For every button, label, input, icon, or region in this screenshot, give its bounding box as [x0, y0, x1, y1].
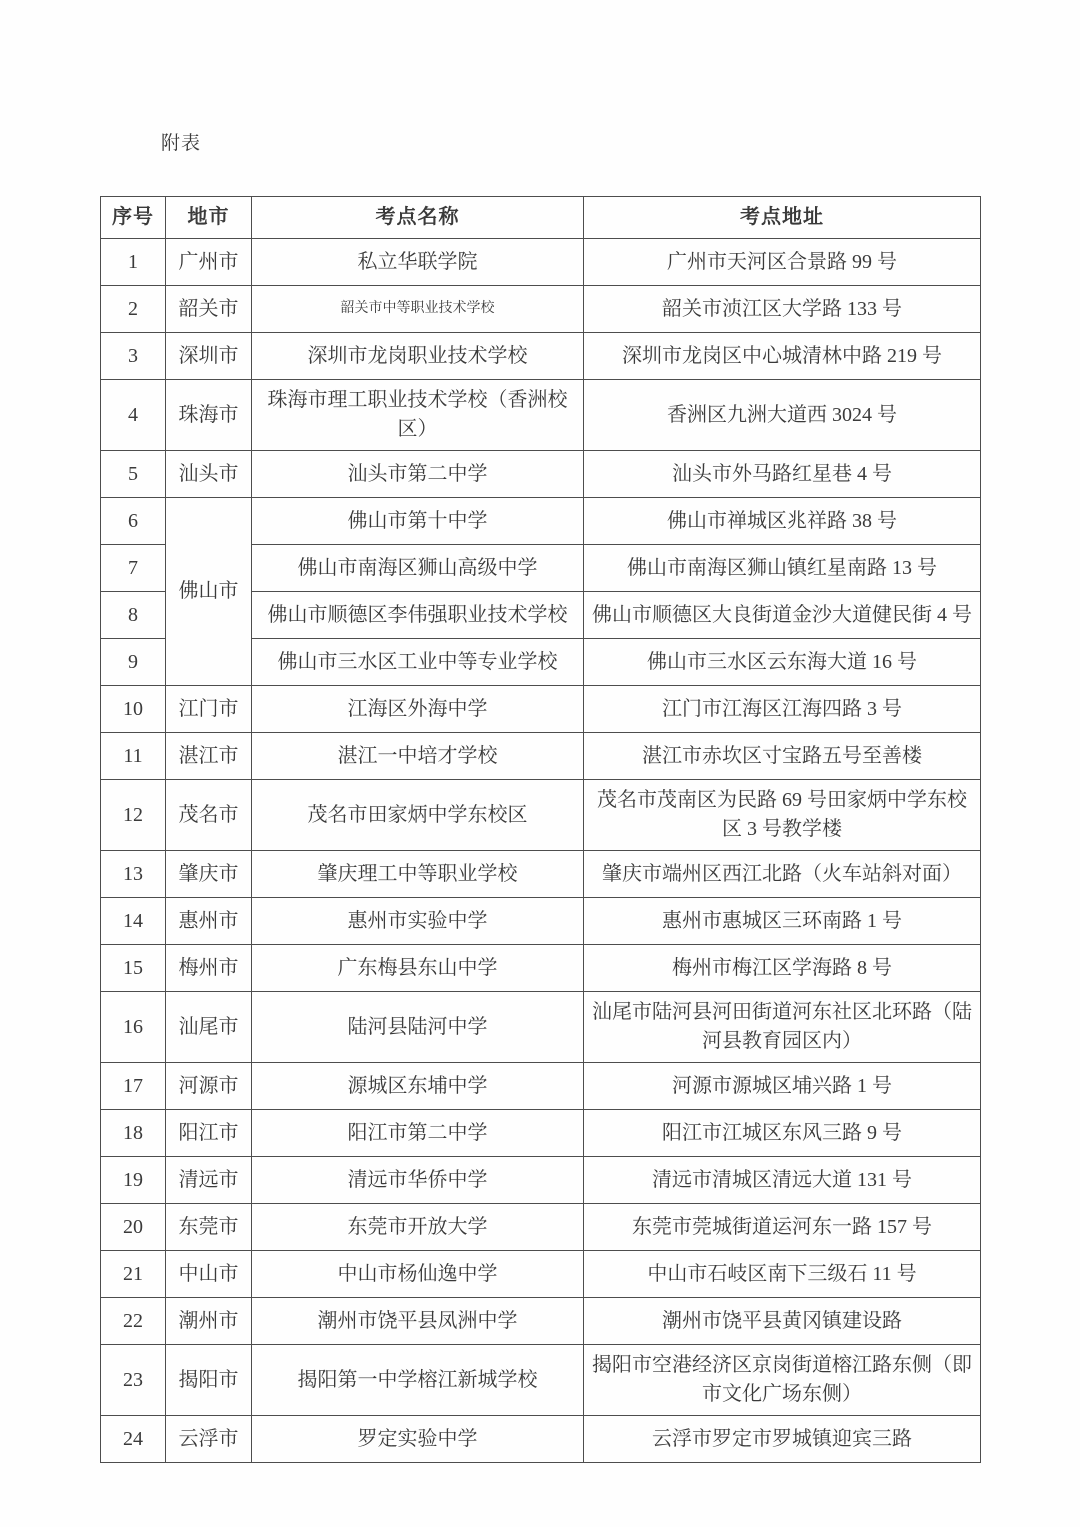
page-title: 附表 [161, 133, 202, 154]
cell-site-address: 广州市天河区合景路 99 号 [584, 239, 981, 286]
cell-site-name: 珠海市理工职业技术学校（香洲校区） [252, 380, 584, 451]
cell-no: 18 [101, 1110, 166, 1157]
table-row [101, 1298, 981, 1345]
cell-no: 4 [101, 380, 166, 451]
cell-site-address: 江门市江海区江海四路 3 号 [584, 686, 981, 733]
table-row [101, 498, 981, 545]
cell-city: 揭阳市 [166, 1345, 252, 1416]
table-row [101, 286, 981, 333]
cell-site-name: 湛江一中培才学校 [252, 733, 584, 780]
cell-site-address: 清远市清城区清远大道 131 号 [584, 1157, 981, 1204]
table-row [101, 945, 981, 992]
cell-city: 汕头市 [166, 451, 252, 498]
cell-no: 16 [101, 992, 166, 1063]
cell-site-name: 深圳市龙岗职业技术学校 [252, 333, 584, 380]
cell-site-address: 揭阳市空港经济区京岗街道榕江路东侧（即市文化广场东侧） [584, 1345, 981, 1416]
table-row [101, 1157, 981, 1204]
cell-site-address: 湛江市赤坎区寸宝路五号至善楼 [584, 733, 981, 780]
cell-site-name: 茂名市田家炳中学东校区 [252, 780, 584, 851]
cell-no: 23 [101, 1345, 166, 1416]
table-row [101, 1345, 981, 1416]
cell-no: 12 [101, 780, 166, 851]
cell-site-name: 佛山市顺德区李伟强职业技术学校 [252, 592, 584, 639]
cell-no: 21 [101, 1251, 166, 1298]
cell-site-name: 揭阳第一中学榕江新城学校 [252, 1345, 584, 1416]
cell-no: 15 [101, 945, 166, 992]
cell-no: 14 [101, 898, 166, 945]
cell-city: 惠州市 [166, 898, 252, 945]
table-row [101, 851, 981, 898]
cell-site-address: 佛山市禅城区兆祥路 38 号 [584, 498, 981, 545]
header-cell-address: 考点地址 [584, 197, 981, 239]
table-row [101, 780, 981, 851]
table-row [101, 686, 981, 733]
cell-site-name: 江海区外海中学 [252, 686, 584, 733]
cell-city: 珠海市 [166, 380, 252, 451]
cell-site-name: 阳江市第二中学 [252, 1110, 584, 1157]
cell-site-address: 肇庆市端州区西江北路（火车站斜对面） [584, 851, 981, 898]
table-row [101, 380, 981, 451]
cell-city: 河源市 [166, 1063, 252, 1110]
table-row [101, 1416, 981, 1463]
cell-no: 11 [101, 733, 166, 780]
cell-no: 17 [101, 1063, 166, 1110]
cell-site-name: 广东梅县东山中学 [252, 945, 584, 992]
cell-city: 阳江市 [166, 1110, 252, 1157]
cell-site-address: 汕尾市陆河县河田街道河东社区北环路（陆河县教育园区内） [584, 992, 981, 1063]
table-row [101, 239, 981, 286]
cell-city: 肇庆市 [166, 851, 252, 898]
cell-site-name: 潮州市饶平县凤洲中学 [252, 1298, 584, 1345]
cell-site-name: 中山市杨仙逸中学 [252, 1251, 584, 1298]
table-row [101, 333, 981, 380]
cell-city: 清远市 [166, 1157, 252, 1204]
cell-site-name: 佛山市三水区工业中等专业学校 [252, 639, 584, 686]
cell-no: 19 [101, 1157, 166, 1204]
cell-city: 深圳市 [166, 333, 252, 380]
cell-site-address: 梅州市梅江区学海路 8 号 [584, 945, 981, 992]
cell-site-name: 汕头市第二中学 [252, 451, 584, 498]
table-body [101, 239, 981, 1463]
cell-site-address: 潮州市饶平县黄冈镇建设路 [584, 1298, 981, 1345]
cell-site-name: 韶关市中等职业技术学校 [252, 286, 584, 333]
table-row [101, 451, 981, 498]
cell-site-address: 东莞市莞城街道运河东一路 157 号 [584, 1204, 981, 1251]
cell-city: 汕尾市 [166, 992, 252, 1063]
cell-site-name: 私立华联学院 [252, 239, 584, 286]
cell-site-name: 佛山市第十中学 [252, 498, 584, 545]
cell-site-address: 韶关市浈江区大学路 133 号 [584, 286, 981, 333]
cell-site-name: 陆河县陆河中学 [252, 992, 584, 1063]
cell-no: 13 [101, 851, 166, 898]
cell-site-address: 佛山市三水区云东海大道 16 号 [584, 639, 981, 686]
cell-city: 梅州市 [166, 945, 252, 992]
cell-city: 中山市 [166, 1251, 252, 1298]
table-header-row [101, 197, 981, 239]
table-row [101, 992, 981, 1063]
table-header [101, 197, 981, 239]
cell-city: 广州市 [166, 239, 252, 286]
cell-site-address: 佛山市顺德区大良街道金沙大道健民街 4 号 [584, 592, 981, 639]
cell-site-address: 茂名市茂南区为民路 69 号田家炳中学东校区 3 号教学楼 [584, 780, 981, 851]
cell-no: 7 [101, 545, 166, 592]
table-row [101, 1110, 981, 1157]
cell-site-address: 河源市源城区埔兴路 1 号 [584, 1063, 981, 1110]
cell-site-address: 中山市石岐区南下三级石 11 号 [584, 1251, 981, 1298]
cell-city: 潮州市 [166, 1298, 252, 1345]
cell-site-address: 汕头市外马路红星巷 4 号 [584, 451, 981, 498]
cell-no: 6 [101, 498, 166, 545]
cell-site-name: 惠州市实验中学 [252, 898, 584, 945]
cell-no: 10 [101, 686, 166, 733]
cell-site-name: 罗定实验中学 [252, 1416, 584, 1463]
cell-site-name: 佛山市南海区狮山高级中学 [252, 545, 584, 592]
cell-no: 3 [101, 333, 166, 380]
cell-site-address: 阳江市江城区东风三路 9 号 [584, 1110, 981, 1157]
table-row [101, 1063, 981, 1110]
cell-site-name: 源城区东埔中学 [252, 1063, 584, 1110]
cell-city: 湛江市 [166, 733, 252, 780]
header-cell-city: 地市 [166, 197, 252, 239]
cell-site-address: 深圳市龙岗区中心城清林中路 219 号 [584, 333, 981, 380]
cell-no: 2 [101, 286, 166, 333]
cell-site-name: 东莞市开放大学 [252, 1204, 584, 1251]
cell-no: 22 [101, 1298, 166, 1345]
cell-no: 24 [101, 1416, 166, 1463]
cell-no: 9 [101, 639, 166, 686]
table-row [101, 898, 981, 945]
exam-sites-table [100, 196, 981, 1463]
cell-no: 5 [101, 451, 166, 498]
cell-city: 佛山市 [166, 498, 252, 686]
cell-city: 东莞市 [166, 1204, 252, 1251]
cell-site-address: 云浮市罗定市罗城镇迎宾三路 [584, 1416, 981, 1463]
cell-site-name: 肇庆理工中等职业学校 [252, 851, 584, 898]
cell-city: 江门市 [166, 686, 252, 733]
table-row [101, 733, 981, 780]
cell-city: 韶关市 [166, 286, 252, 333]
cell-no: 20 [101, 1204, 166, 1251]
table-row [101, 1251, 981, 1298]
cell-site-address: 佛山市南海区狮山镇红星南路 13 号 [584, 545, 981, 592]
cell-city: 云浮市 [166, 1416, 252, 1463]
header-cell-no: 序号 [101, 197, 166, 239]
cell-no: 1 [101, 239, 166, 286]
cell-no: 8 [101, 592, 166, 639]
cell-site-address: 香洲区九洲大道西 3024 号 [584, 380, 981, 451]
cell-site-name: 清远市华侨中学 [252, 1157, 584, 1204]
header-cell-name: 考点名称 [252, 197, 584, 239]
table-row [101, 1204, 981, 1251]
cell-city: 茂名市 [166, 780, 252, 851]
cell-site-address: 惠州市惠城区三环南路 1 号 [584, 898, 981, 945]
